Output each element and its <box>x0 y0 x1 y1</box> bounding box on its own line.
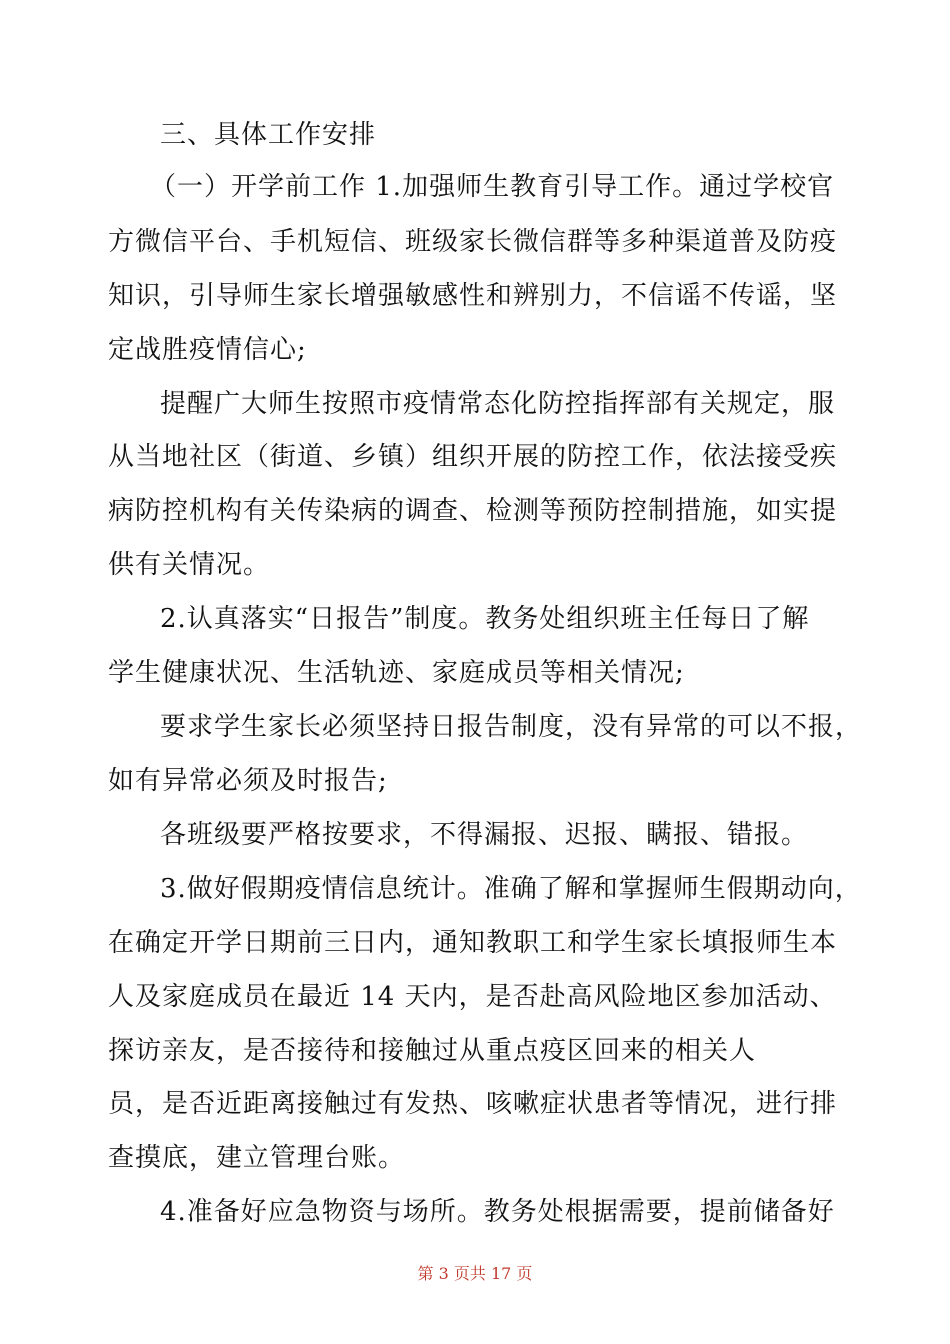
paragraph-line: 查摸底，建立管理台账。 <box>108 1143 406 1173</box>
paragraph-line: 提醒广大师生按照市疫情常态化防控指挥部有关规定，服 <box>160 389 836 419</box>
paragraph-line: 知识，引导师生家长增强敏感性和辨别力，不信谣不传谣，坚 <box>108 281 838 311</box>
paragraph-line: （一）开学前工作 1.加强师生教育引导工作。通过学校官 <box>150 172 835 202</box>
paragraph-line: 供有关情况。 <box>108 550 271 580</box>
paragraph-line: 探访亲友，是否接待和接触过从重点疫区回来的相关人 <box>108 1036 757 1066</box>
paragraph-line: 定战胜疫情信心; <box>108 335 307 365</box>
paragraph-line: 从当地社区（街道、乡镇）组织开展的防控工作，依法接受疾 <box>108 442 838 472</box>
paragraph-line: 方微信平台、手机短信、班级家长微信群等多种渠道普及防疫 <box>108 227 838 257</box>
paragraph-line: 4.准备好应急物资与场所。教务处根据需要，提前储备好 <box>160 1197 835 1227</box>
paragraph-line: 2.认真落实“日报告”制度。教务处组织班主任每日了解 <box>160 604 810 634</box>
page-number-footer: 第 3 页共 17 页 <box>417 1264 533 1283</box>
paragraph-line: 员，是否近距离接触过有发热、咳嗽症状患者等情况，进行排 <box>108 1089 838 1119</box>
paragraph-line: 在确定开学日期前三日内，通知教职工和学生家长填报师生本 <box>108 928 838 958</box>
section-heading: 三、具体工作安排 <box>160 120 377 150</box>
paragraph-line: 学生健康状况、生活轨迹、家庭成员等相关情况; <box>108 658 685 688</box>
paragraph-line: 要求学生家长必须坚持日报告制度，没有异常的可以不报， <box>160 712 863 742</box>
paragraph-line: 人及家庭成员在最近 14 天内，是否赴高风险地区参加活动、 <box>108 982 837 1012</box>
paragraph-line: 3.做好假期疫情信息统计。准确了解和掌握师生假期动向， <box>160 874 862 904</box>
paragraph-line: 各班级要严格按要求，不得漏报、迟报、瞒报、错报。 <box>160 820 809 850</box>
paragraph-line: 如有异常必须及时报告; <box>108 766 388 796</box>
paragraph-line: 病防控机构有关传染病的调查、检测等预防控制措施，如实提 <box>108 496 838 526</box>
